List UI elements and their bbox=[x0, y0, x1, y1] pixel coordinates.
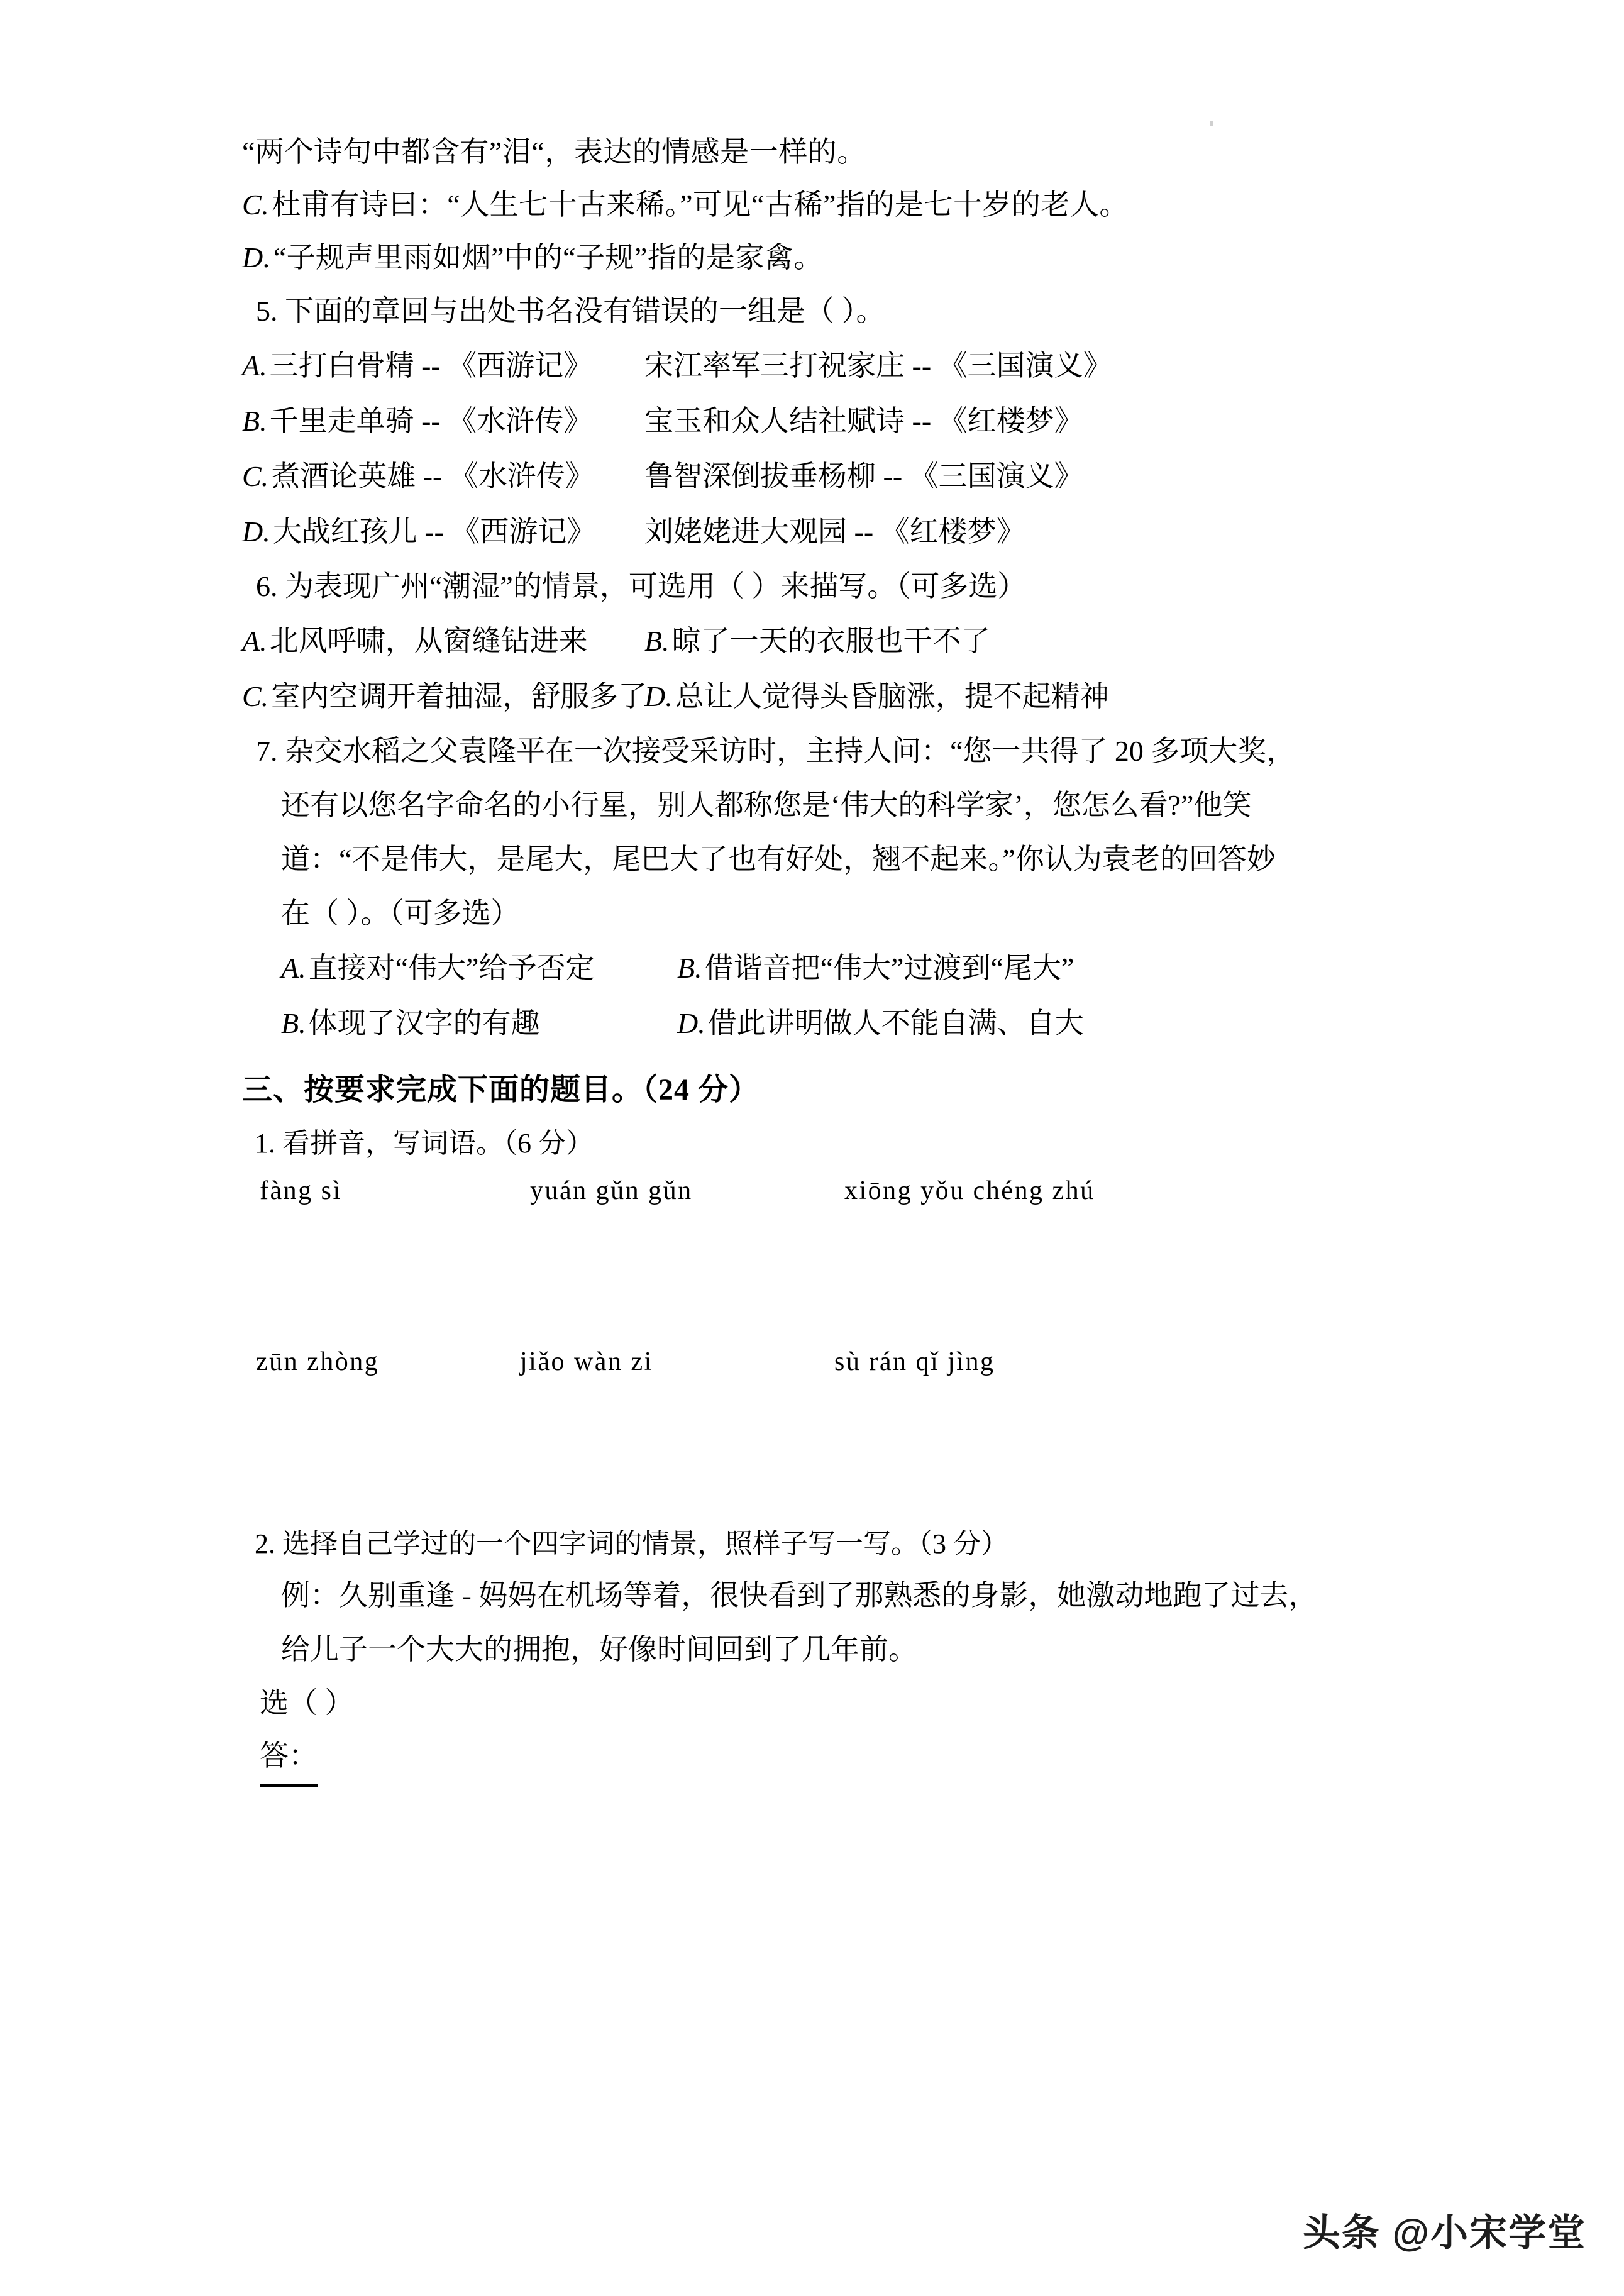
pinyin-item: jiǎo wàn zi bbox=[520, 1347, 653, 1376]
option-text: 总让人觉得头昏脑涨，提不起精神 bbox=[675, 680, 1109, 712]
option-letter: B. bbox=[677, 952, 702, 984]
option-left bbox=[242, 449, 644, 504]
option-letter: C. bbox=[242, 189, 270, 221]
question-7-stem-line-1: 7. 杂交水稻之父袁隆平在一次接受采访时，主持人问：“您一共得了 20 多项大奖， bbox=[256, 735, 1296, 767]
option-text: 体现了汉字的有趣 bbox=[308, 1007, 540, 1039]
option-text: “子规声里雨如烟”中的“子规”指的是家禽。 bbox=[273, 241, 823, 273]
option-right: 宋江率军三打祝家庄 -- 《三国演义》 bbox=[644, 350, 1112, 382]
question-7-option-row-ab bbox=[242, 941, 1380, 996]
question-7-stem-line-2: 还有以您名字命名的小行星，别人都称您是‘伟大的科学家’，您怎么看?”他笑 bbox=[281, 789, 1252, 821]
option-letter: A. bbox=[242, 350, 267, 382]
option-left bbox=[242, 338, 644, 394]
option-left bbox=[242, 614, 644, 669]
q2-pick-line[interactable]: 选（ ） bbox=[260, 1687, 354, 1719]
option-text: 借谐音把“伟大”过渡到“尾大” bbox=[704, 952, 1074, 984]
section-three-q2-stem: 2. 选择自己学过的一个四字词的情景，照样子写一写。（3 分） bbox=[255, 1528, 1008, 1559]
question-5-option-b bbox=[242, 394, 1380, 449]
option-letter: B. bbox=[644, 625, 670, 657]
option-right bbox=[677, 941, 1380, 996]
option-right: 宝玉和众人结社赋诗 -- 《红楼梦》 bbox=[644, 405, 1083, 437]
pinyin-row-2 bbox=[242, 1339, 1380, 1384]
option-right bbox=[644, 669, 1380, 724]
option-left bbox=[242, 504, 644, 560]
option-text: 杜甫有诗曰：“人生七十古来稀。”可见“古稀”指的是七十岁的老人。 bbox=[272, 189, 1129, 221]
question-5-stem: 5. 下面的章回与出处书名没有错误的一组是（ ）。 bbox=[256, 295, 885, 327]
option-text: 室内空调开着抽湿，舒服多了 bbox=[271, 680, 648, 712]
writing-space-1[interactable] bbox=[242, 1213, 1380, 1339]
section-three-heading: 三、按要求完成下面的题目。（24 分） bbox=[242, 1073, 760, 1107]
option-text: 千里走单骑 -- 《水浒传》 bbox=[269, 405, 593, 437]
option-right: 鲁智深倒拔垂杨柳 -- 《三国演义》 bbox=[644, 460, 1083, 492]
question-5-option-c bbox=[242, 449, 1380, 504]
question-6-option-row-cd bbox=[242, 669, 1380, 724]
option-left bbox=[242, 394, 644, 449]
question-6-stem: 6. 为表现广州“潮湿”的情景，可选用（ ）来描写。（可多选） bbox=[256, 570, 1027, 602]
pinyin-item: yuán gǔn gǔn bbox=[530, 1176, 693, 1205]
option-left bbox=[242, 669, 648, 724]
option-letter: D. bbox=[677, 1007, 705, 1039]
question-7-stem-line-3: 道：“不是伟大，是尾大，尾巴大了也有好处，翘不起来。”你认为袁老的回答妙 bbox=[281, 843, 1276, 875]
option-right: 刘姥姥进大观园 -- 《红楼梦》 bbox=[644, 516, 1025, 548]
option-text: 三打白骨精 -- 《西游记》 bbox=[269, 350, 593, 382]
fragment-line-1: “两个诗句中都含有”泪“，表达的情感是一样的。 bbox=[242, 136, 866, 168]
answer-label: 答： bbox=[260, 1730, 318, 1787]
option-text: 晾了一天的衣服也干不了 bbox=[671, 625, 990, 657]
pinyin-item: zūn zhòng bbox=[256, 1347, 380, 1376]
option-letter: D. bbox=[242, 241, 271, 273]
option-letter: D. bbox=[242, 516, 270, 548]
question-7-option-row-bd bbox=[242, 996, 1380, 1051]
option-text: 大战红孩儿 -- 《西游记》 bbox=[272, 516, 596, 548]
option-letter: B. bbox=[242, 405, 267, 437]
q2-example-line-1: 例：久别重逢 - 妈妈在机场等着，很快看到了那熟悉的身影，她激动地跑了过去， bbox=[281, 1579, 1318, 1611]
option-left bbox=[242, 941, 677, 996]
option-text: 煮酒论英雄 -- 《水浒传》 bbox=[271, 460, 594, 492]
option-right bbox=[677, 996, 1380, 1051]
pinyin-item: fàng sì bbox=[260, 1176, 342, 1205]
option-letter: D. bbox=[644, 680, 673, 712]
q2-answer-line[interactable] bbox=[242, 1730, 1380, 1787]
question-5-option-a bbox=[242, 338, 1380, 394]
option-text: 直接对“伟大”给予否定 bbox=[308, 952, 595, 984]
q2-example-line-2: 给儿子一个大大的拥抱，好像时间回到了几年前。 bbox=[281, 1633, 917, 1665]
writing-space-2[interactable] bbox=[242, 1384, 1380, 1520]
pinyin-item: sù rán qǐ jìng bbox=[834, 1347, 995, 1376]
pinyin-row-1 bbox=[242, 1168, 1380, 1213]
option-right bbox=[644, 614, 1380, 669]
option-text: 北风呼啸，从窗缝钻进来 bbox=[269, 625, 588, 657]
option-left bbox=[242, 996, 677, 1051]
section-three-q1-stem: 1. 看拼音，写词语。（6 分） bbox=[255, 1128, 594, 1159]
watermark: 头条 @小宋学堂 bbox=[1302, 2212, 1586, 2254]
option-letter: B. bbox=[281, 1007, 306, 1039]
document-content bbox=[242, 126, 1380, 1787]
option-letter: C. bbox=[242, 460, 269, 492]
question-5-option-d bbox=[242, 504, 1380, 560]
option-letter: C. bbox=[242, 680, 269, 712]
question-7-stem-line-4: 在（ ）。（可多选） bbox=[281, 897, 520, 929]
pinyin-item: xiōng yǒu chéng zhú bbox=[844, 1176, 1095, 1205]
option-text: 借此讲明做人不能自满、自大 bbox=[707, 1007, 1084, 1039]
fragment-option-d bbox=[242, 231, 1380, 284]
option-letter: A. bbox=[281, 952, 306, 984]
option-letter: A. bbox=[242, 625, 267, 657]
fragment-option-c bbox=[242, 179, 1380, 231]
question-6-option-row-ab bbox=[242, 614, 1380, 669]
